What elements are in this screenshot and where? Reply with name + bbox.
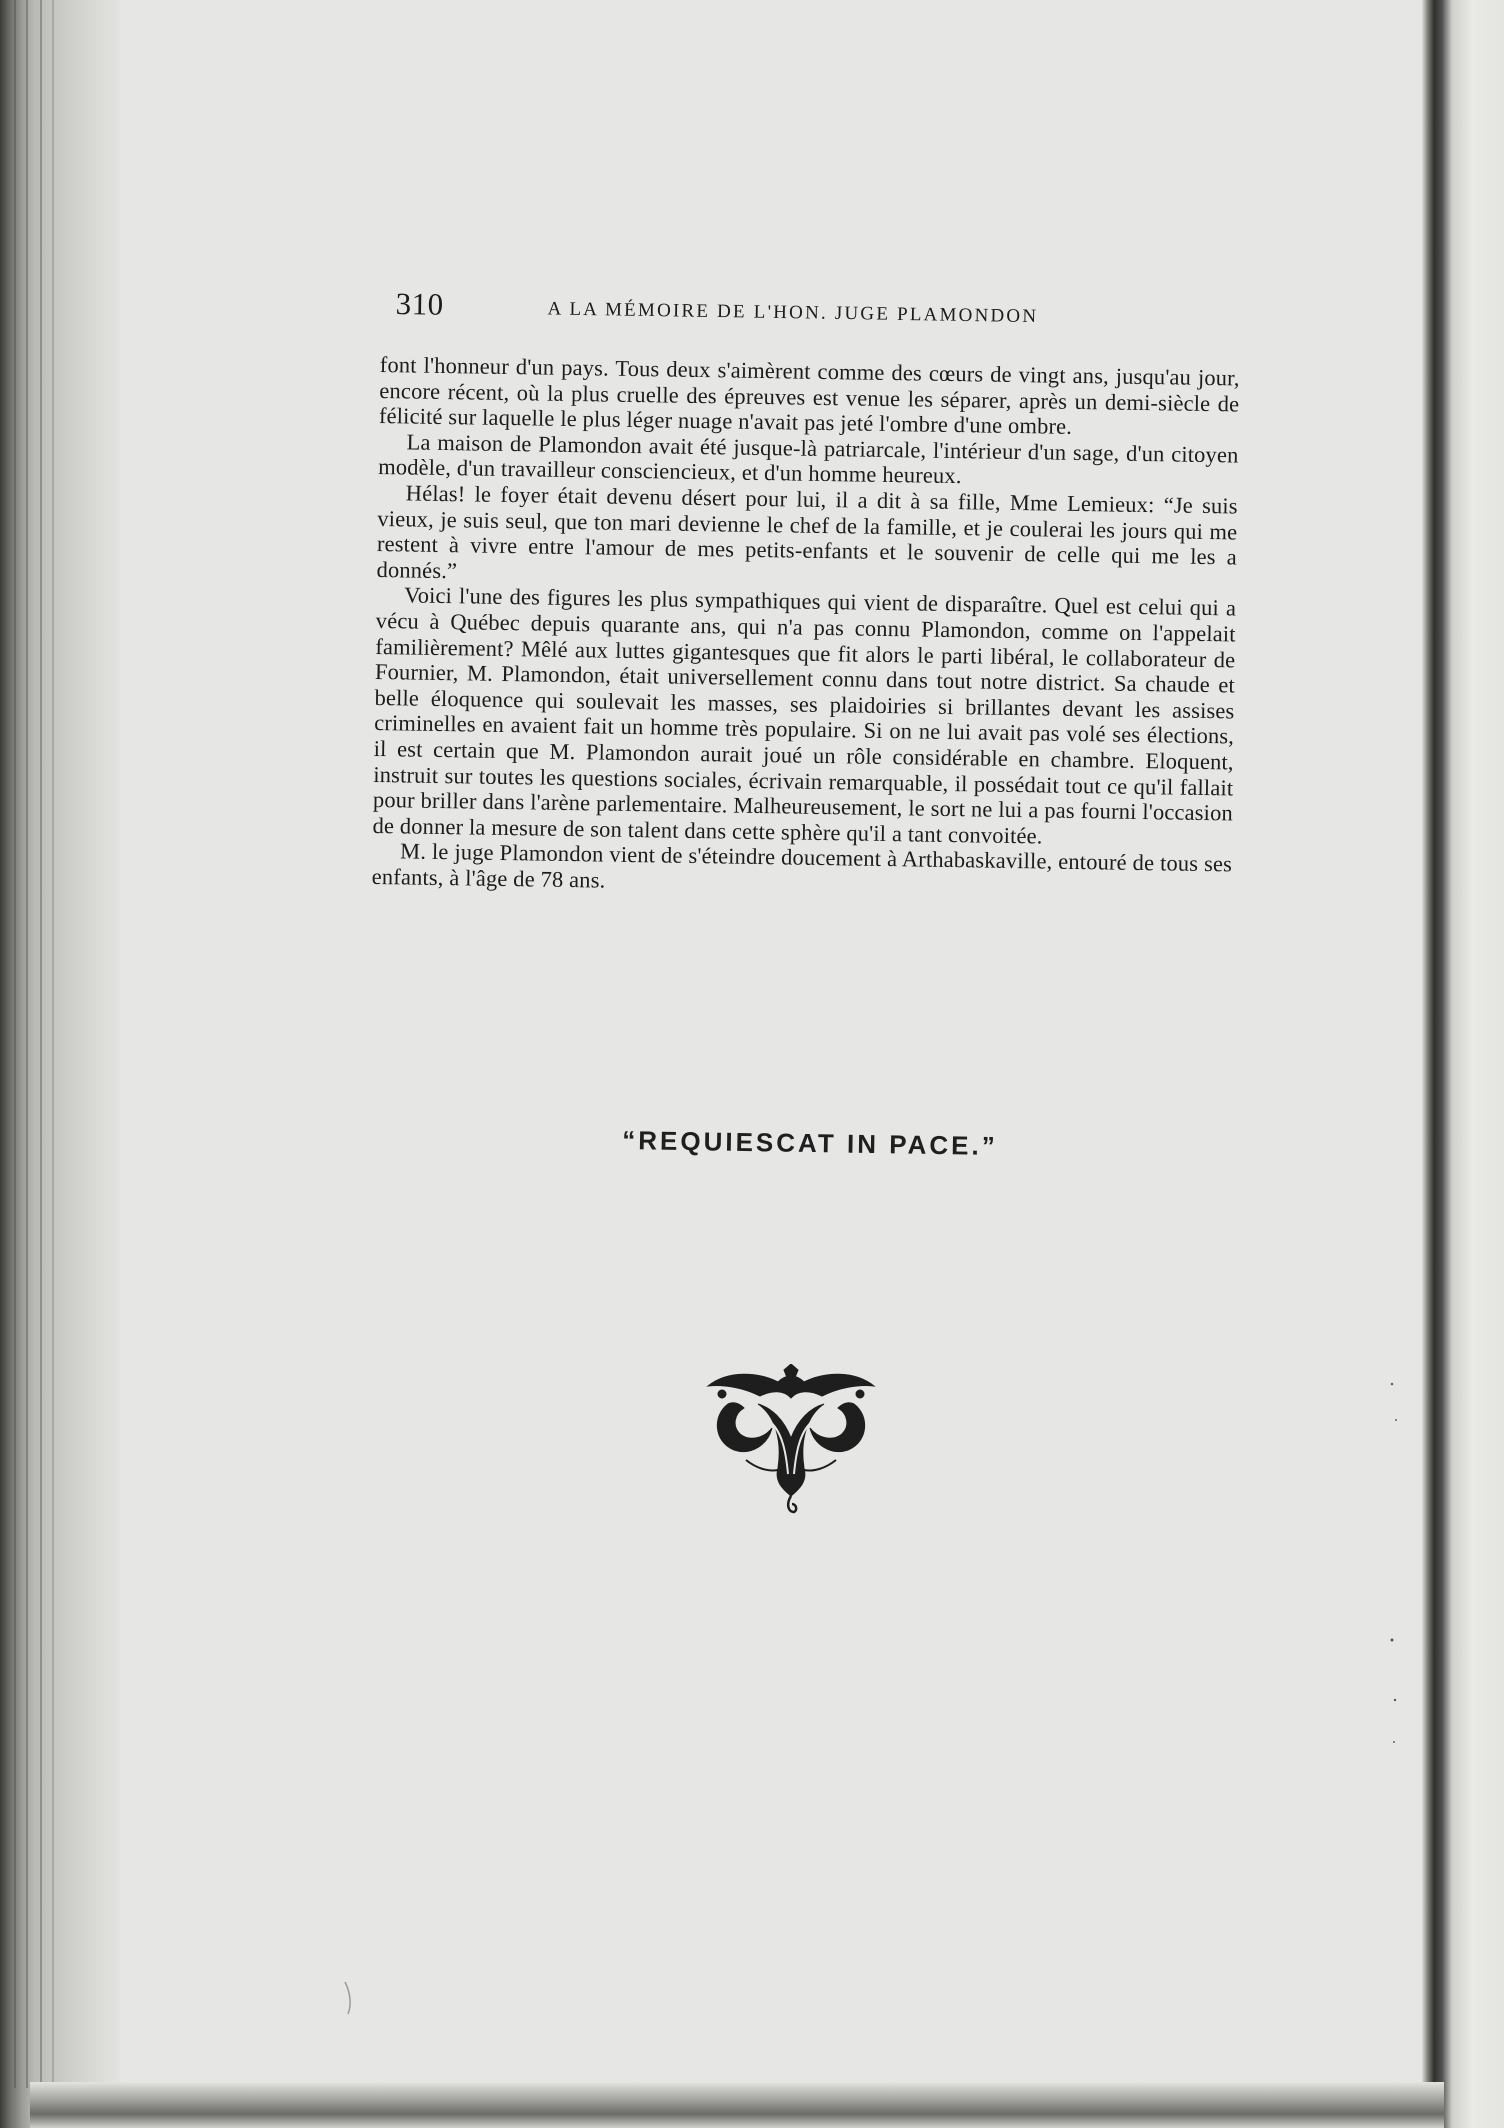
paragraph: font l'honneur d'un pays. Tous deux s'aimèrent comme des cœurs de vingt ans, jusqu'au jour, encore récent, où la plus cruelle des épreuves est venue les séparer, après un demi-siècle de félicité sur laquelle le plus léger nuage n'avait pas jeté l'ombre d'une ombre. [378,352,1240,440]
paragraph: Voici l'une des figures les plus sympathiques qui vient de disparaître. Quel est celui qui a vécu à Québec depuis quarante ans, qui n'a pas connu Plamondon, comme on l'appelait familièrement? Mêlé aux luttes gigantesques que fit alors le parti libéral, le collaborateur de Fournier, M. Plamondon, était universellement connu dans tout notre district. Sa chaude et belle éloquence qui soulevait les masses, ses plaidoiries si brillantes devant les assises criminelles en avaient fait un homme très populaire. Si on ne lui avait pas volé ses élections, il est certain que M. Plamondon aurait joué un rôle considérable en chambre. Eloquent, instruit sur toutes les questions sociales, écrivain remarquable, il possédait tout ce qu'il fallait pour briller dans l'arène parlementaire. Malheureusement, le sort ne lui a pas fourni l'occasion de donner la mesure de son talent dans cette sphère qu'il a tant convoitée. [372,582,1237,849]
paragraph: Hélas! le foyer était devenu désert pour lui, il a dit à sa fille, Mme Lemieux: “Je suis vieux, je suis seul, que ton mari devienne le chef de la famille, et je coulerai les jours qui me restent à vivre entre l'amour de mes petits-enfants et le souvenir de celle qui me les a donnés.” [376,480,1238,583]
closing-line: “REQUIESCAT IN PACE.” [622,1125,998,1161]
running-title: A LA MÉMOIRE DE L'HON. JUGE PLAMONDON [547,298,1039,328]
page-number: 310 [395,285,444,322]
paragraph: La maison de Plamondon avait été jusque-là patriarcale, l'intérieur d'un sage, d'un citoyen modèle, d'un travailleur consciencieux, et d'un homme heureux. [377,429,1239,489]
paragraph: M. le juge Plamondon vient de s'éteindre doucement à Arthabaskaville, entouré de tous ses enfants, à l'âge de 78 ans. [371,838,1233,893]
